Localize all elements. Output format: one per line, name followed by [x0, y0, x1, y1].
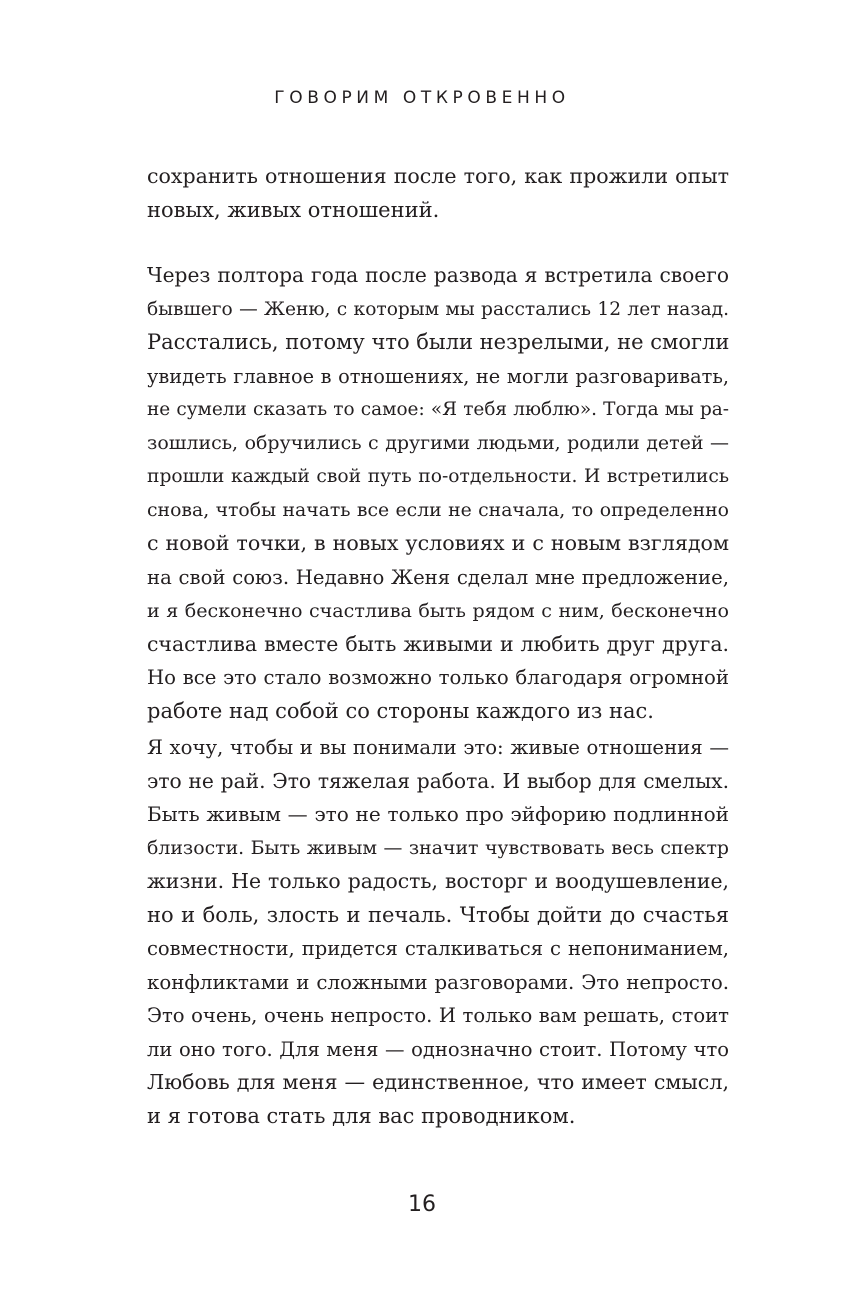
text-line: увидеть главное в отношениях, не могли разговаривать, [147, 364, 729, 388]
text-line: работе над собой со стороны каждого из нас. [147, 698, 654, 723]
text-line: Любовь для меня — единственное, что имеет смысл, [147, 1070, 729, 1094]
text-line: Но все это стало возможно только благодаря огромной [147, 666, 729, 689]
text-line: Через полтора года после развода я встретила своего [147, 263, 729, 287]
text-line: бывшего — Женю, с которым мы расстались 12 лет назад. [147, 298, 729, 320]
text-line: и я готова стать для вас проводником. [147, 1103, 576, 1128]
text-line: Это очень, очень непросто. И только вам решать, стоит [147, 1004, 729, 1027]
text-line: но и боль, злость и печаль. Чтобы дойти до счастья [147, 902, 729, 927]
paragraph-2 [147, 259, 729, 728]
text-line: с новой точки, в новых условиях и с новым взглядом [147, 531, 729, 555]
text-line: прошли каждый свой путь по-отдельности. И встретились [147, 466, 729, 487]
text-line: это не рай. Это тяжелая работа. И выбор для смелых. [147, 768, 729, 793]
text-line: близости. Быть живым — значит чувствовать весь спектр [147, 836, 729, 859]
text-line: снова, чтобы начать все если не сначала, то определенно [147, 499, 729, 521]
text-line: на свой союз. Недавно Женя сделал мне предложение, [147, 565, 729, 589]
text-line: жизни. Не только радость, восторг и воодушевление, [147, 869, 729, 893]
paragraph-1 [147, 160, 729, 227]
text-line: и я бесконечно счастлива быть рядом с ним, бесконечно [147, 599, 729, 622]
text-line: новых, живых отношений. [147, 197, 440, 222]
text-line: сохранить отношения после того, как прожили опыт [147, 164, 729, 188]
page-number: 16 [408, 1192, 436, 1217]
text-line: Я хочу, чтобы и вы понимали это: живые отношения — [147, 736, 729, 759]
text-line: совместности, придется сталкиваться с непониманием, [147, 937, 729, 960]
text-line: конфликтами и сложными разговорами. Это непросто. [147, 970, 729, 994]
paragraph-3 [147, 731, 729, 1133]
text-line: ли оно того. Для меня — однозначно стоит. Потому что [147, 1037, 729, 1061]
text-line: зошлись, обручились с другими людьми, родили детей — [147, 431, 729, 454]
running-head: ГОВОРИМ ОТКРОВЕННО [274, 88, 570, 108]
text-line: Быть живым — это не только про эйфорию подлинной [147, 802, 729, 826]
text-line: Расстались, потому что были незрелыми, не смогли [147, 330, 730, 354]
text-line: не сумели сказать то самое: «Я тебя люблю». Тогда мы ра- [147, 399, 729, 420]
text-line: счастлива вместе быть живыми и любить друг друга. [147, 631, 729, 656]
